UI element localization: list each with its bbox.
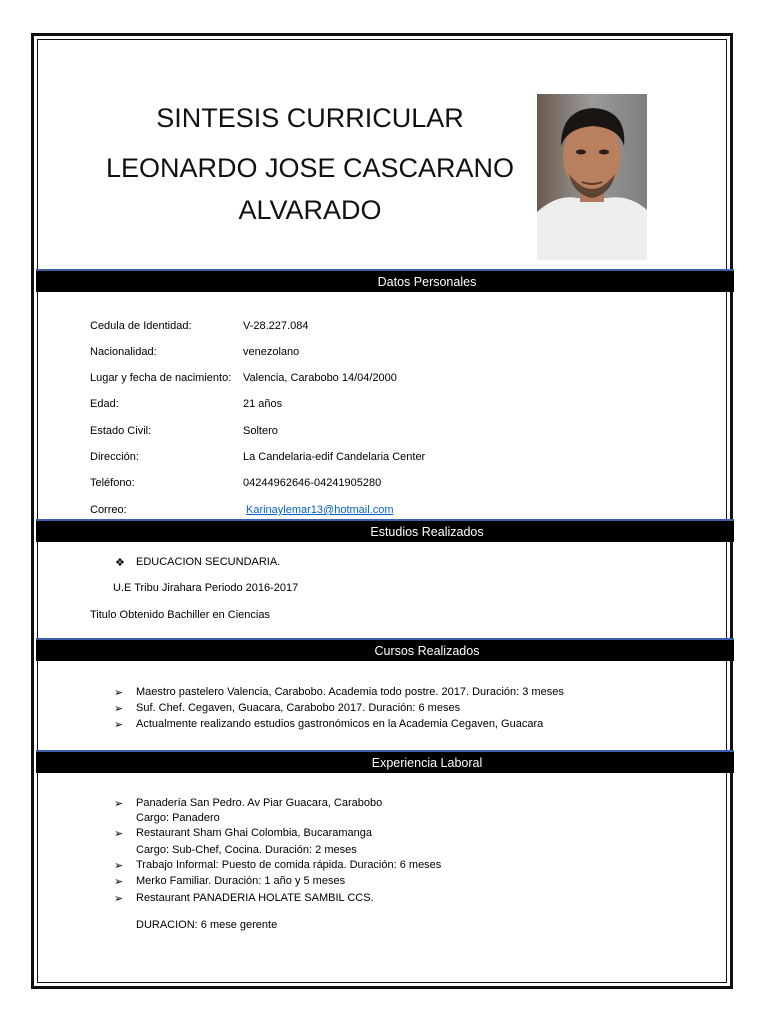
cedula-label: Cedula de Identidad: — [90, 320, 192, 332]
arrow-bullet-icon: ➢ — [114, 687, 124, 699]
course-item: Suf. Chef. Cegaven, Guacara, Carabobo 2017. Duración: 6 meses — [136, 702, 461, 714]
arrow-bullet-icon: ➢ — [114, 828, 124, 840]
diamond-bullet-icon: ❖ — [115, 557, 125, 569]
section-header-experience — [36, 750, 734, 773]
birth-label: Lugar y fecha de nacimiento: — [90, 372, 232, 384]
arrow-bullet-icon: ➢ — [114, 876, 124, 888]
section-header-studies — [36, 519, 734, 542]
arrow-bullet-icon: ➢ — [114, 703, 124, 715]
section-header-personal — [36, 269, 734, 292]
person-name-line2: ALVARADO — [238, 195, 382, 225]
email-link[interactable]: Karinaylemar13@hotmail.com — [246, 504, 394, 516]
degree-obtained: Titulo Obtenido Bachiller en Ciencias — [90, 609, 270, 621]
job-item: Restaurant PANADERIA HOLATE SAMBIL CCS. — [136, 892, 374, 904]
direccion-value: La Candelaria-edif Candelaria Center — [243, 451, 426, 463]
edad-value: 21 años — [243, 398, 283, 410]
estado-civil-label: Estado Civil: — [90, 425, 152, 437]
section-title-studies: Estudios Realizados — [370, 525, 484, 539]
arrow-bullet-icon: ➢ — [114, 860, 124, 872]
course-item: Actualmente realizando estudios gastronómicos en la Academia Cegaven, Guacara — [136, 718, 544, 730]
job-role: Cargo: Sub-Chef, Cocina. Duración: 2 meses — [136, 844, 357, 856]
person-name-line1: LEONARDO JOSE CASCARANO — [105, 153, 515, 183]
education-level: EDUCACION SECUNDARIA. — [136, 556, 281, 568]
job-duration: DURACION: 6 mese gerente — [136, 919, 278, 931]
course-item: Maestro pastelero Valencia, Carabobo. Academia todo postre. 2017. Duración: 3 meses — [136, 686, 564, 698]
nacionalidad-value: venezolano — [243, 346, 300, 358]
job-item: Trabajo Informal: Puesto de comida rápida. Duración: 6 meses — [136, 859, 442, 871]
arrow-bullet-icon: ➢ — [114, 719, 124, 731]
correo-label: Correo: — [90, 504, 127, 516]
school-name: U.E Tribu Jirahara Periodo 2016-2017 — [113, 582, 299, 594]
section-title-courses: Cursos Realizados — [374, 644, 480, 658]
direccion-label: Dirección: — [90, 451, 139, 463]
section-header-courses — [36, 638, 734, 661]
estado-civil-value: Soltero — [243, 425, 278, 437]
profile-photo — [537, 94, 647, 260]
cedula-value: V-28.227.084 — [243, 320, 309, 332]
edad-label: Edad: — [90, 398, 119, 410]
birth-value: Valencia, Carabobo 14/04/2000 — [243, 372, 397, 384]
section-title-personal: Datos Personales — [377, 275, 477, 289]
job-item: Panadería San Pedro. Av Piar Guacara, Carabobo — [136, 797, 383, 809]
job-item: Restaurant Sham Ghai Colombia, Bucaramanga — [136, 827, 373, 839]
telefono-value: 04244962646-04241905280 — [243, 477, 382, 489]
job-item: Merko Familiar. Duración: 1 año y 5 meses — [136, 875, 346, 887]
nacionalidad-label: Nacionalidad: — [90, 346, 157, 358]
section-title-experience: Experiencia Laboral — [371, 756, 483, 770]
telefono-label: Teléfono: — [90, 477, 135, 489]
arrow-bullet-icon: ➢ — [114, 798, 124, 810]
document-title: SINTESIS CURRICULAR — [156, 103, 464, 133]
job-role: Cargo: Panadero — [136, 812, 220, 824]
arrow-bullet-icon: ➢ — [114, 893, 124, 905]
